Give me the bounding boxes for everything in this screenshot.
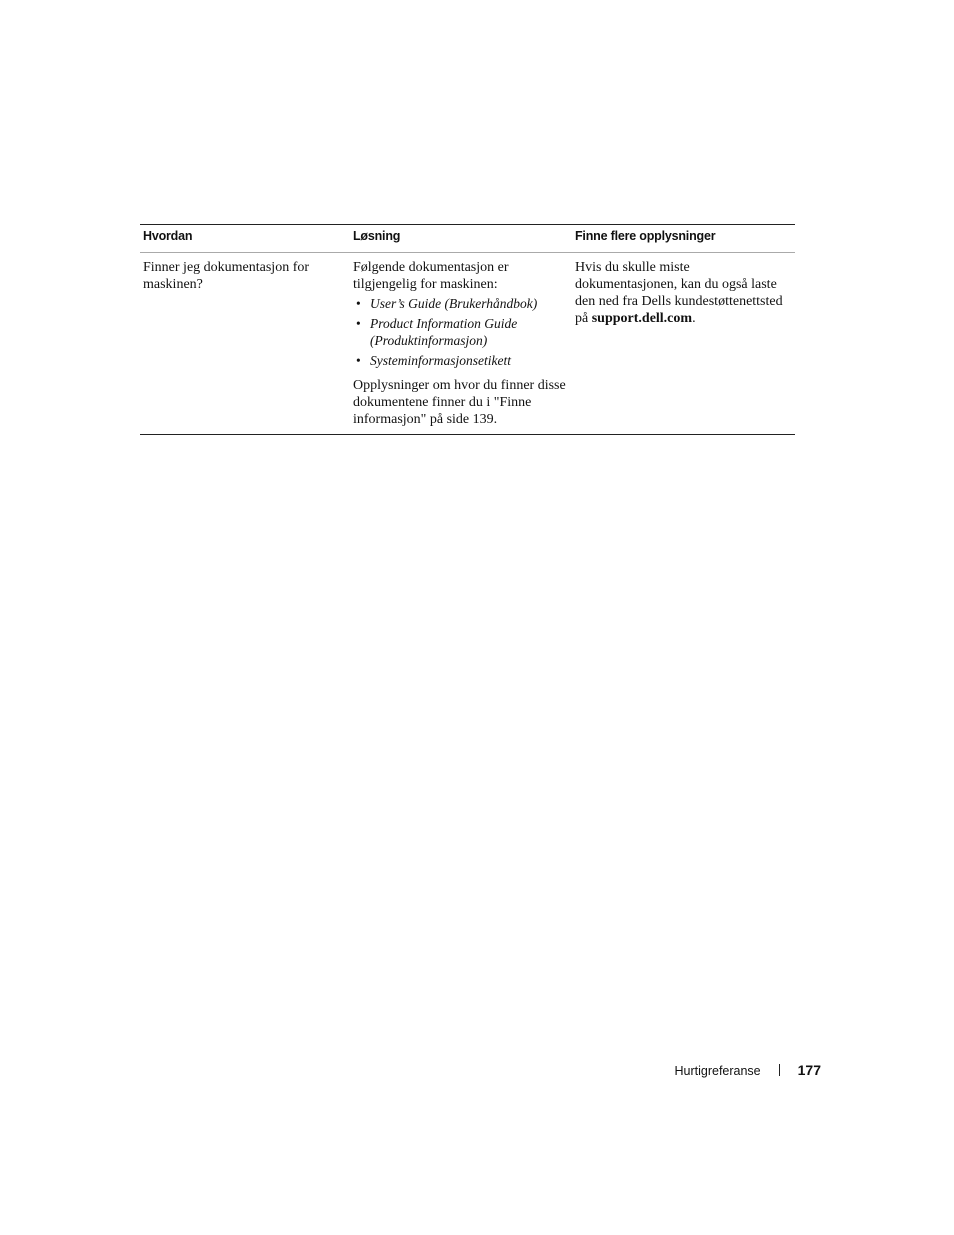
header-finne-flere: Finne flere opplysninger [575, 229, 716, 243]
header-losning: Løsning [353, 229, 401, 243]
page-footer [600, 1062, 821, 1078]
page-number: 177 [797, 1062, 821, 1078]
list-item [353, 315, 572, 349]
more-info-body: Hvis du skulle miste dokumentasjonen, kan du også laste den ned fra Dells kundestøttenettsted på [575, 260, 783, 326]
bullet-icon: • [356, 353, 361, 368]
more-info-cell [572, 259, 795, 428]
header-hvordan: Hvordan [143, 229, 193, 243]
reference-table [140, 224, 795, 435]
solution-cell [350, 259, 572, 428]
list-item-text: User’s Guide (Brukerhåndbok) [370, 296, 538, 311]
solution-intro: Følgende dokumentasjon er tilgjengelig for maskinen: [353, 260, 509, 292]
table-row [140, 253, 795, 434]
bullet-icon: • [356, 316, 361, 331]
solution-outro: Opplysninger om hvor du finner disse dokumentene finner du i "Finne informasjon" på side 139. [353, 378, 566, 427]
question-text: Finner jeg dokumentasjon for maskinen? [143, 260, 310, 292]
more-info-end: . [692, 311, 696, 326]
footer-section-title: Hurtigreferanse [674, 1064, 761, 1078]
bullet-icon: • [356, 296, 361, 311]
more-info-text [575, 259, 795, 327]
documentation-list [353, 295, 572, 369]
list-item-text: Product Information Guide (Produktinformasjon) [370, 316, 518, 348]
question-cell [140, 259, 350, 428]
list-item [353, 295, 572, 312]
support-link[interactable]: support.dell.com [591, 311, 693, 326]
footer-divider [779, 1064, 780, 1076]
list-item-text: Systeminformasjonsetikett [370, 353, 511, 368]
list-item [353, 352, 572, 369]
table-header-row [140, 225, 795, 253]
